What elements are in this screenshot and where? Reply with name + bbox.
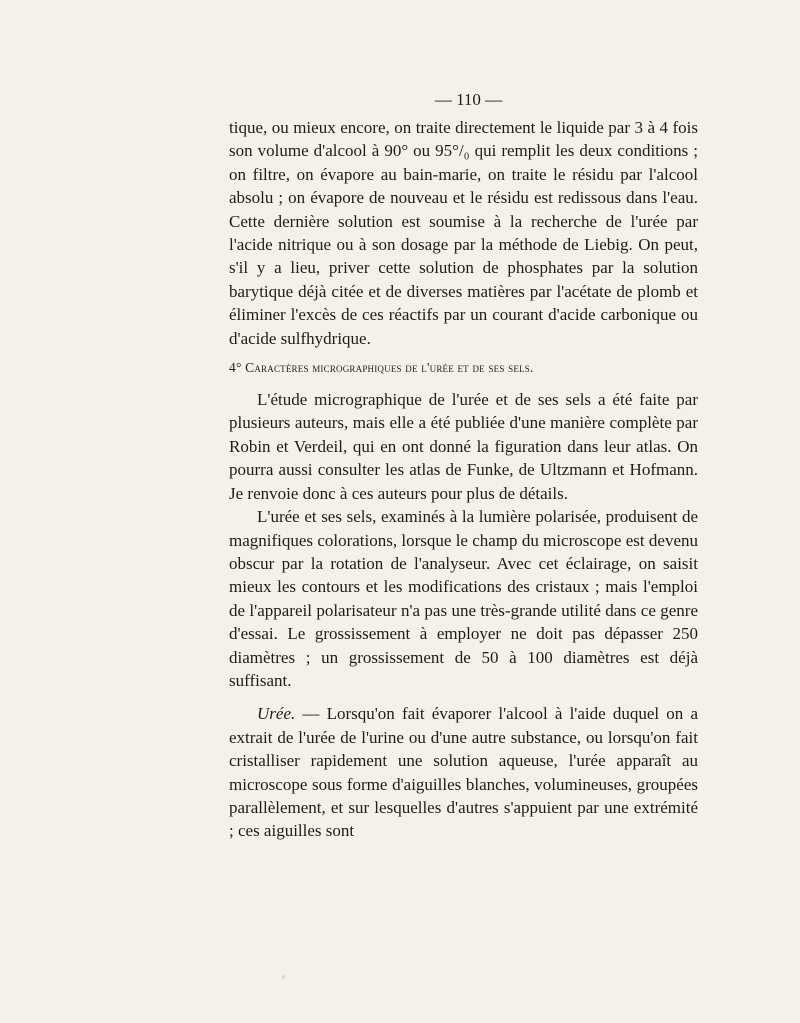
paragraph-uree — [229, 702, 698, 842]
section-title: Caractères micrographiques de l'urée et de ses sels. — [245, 360, 534, 376]
paragraph-polarized-light: L'urée et ses sels, examinés à la lumière polarisée, produisent de magnifiques colorations, lorsque le champ du microscope est devenu obscur par la rotation de l'analyseur. Avec cet éclairage, on saisit mieux les contours et les modifications des cristaux ; mais l'emploi de l'appareil polarisateur n'a pas une très-grande utilité dans ce genre d'essai. Le grossissement à employer ne doit pas dépasser 250 diamètres ; un grossissement de 50 à 100 diamètres est déjà suffisant. — [229, 507, 698, 690]
paragraph-continuation: tique, ou mieux encore, on traite directement le liquide par 3 à 4 fois son volume d'alcool à 90° ou 95°/₀ qui remplit les deux conditions ; on filtre, on évapore au bain-marie, on traite le résidu par l'alcool absolu ; on évapore de nouveau et le résidu est redissous dans l'eau. Cette dernière solution est soumise à la recherche de l'urée par l'acide nitrique ou à son dosage par la méthode de Liebig. On peut, s'il y a lieu, priver cette solution de phosphates par la solution barytique déjà citée et de diverses matières par l'acétate de plomb et éliminer l'excès de ces réactifs par un courant d'acide carbonique ou d'acide sulfhydrique. — [229, 118, 698, 348]
page-number: — 110 — — [434, 90, 503, 109]
paragraph-gap — [229, 692, 698, 702]
paper-blemish — [282, 975, 285, 979]
document-page — [229, 90, 698, 843]
paragraph-micrographic-study: L'étude micrographique de l'urée et de ses sels a été faite par plusieurs auteurs, mais elle a été publiée d'une manière complète par Robin et Verdeil, qui en ont donné la figuration dans leur atlas. On pourra aussi consulter les atlas de Funke, de Ultzmann et Hofmann. Je renvoie donc à ces auteurs pour plus de détails. — [229, 390, 698, 503]
paragraph-uree-lead: Urée. — [257, 704, 296, 724]
section-heading — [229, 358, 698, 378]
section-number: 4° — [229, 360, 242, 376]
paragraph-uree-body: — Lorsqu'on fait évaporer l'alcool à l'aide duquel on a extrait de l'urée de l'urine ou d'une autre substance, ou lorsqu'on fait cristalliser rapidement une solution aqueuse, l'urée apparaît au microscope sous forme d'aiguilles blanches, volumineuses, groupées parallèlement, et sur lesquelles d'autres s'appuient par une extrémité ; ces aiguilles sont — [229, 704, 698, 841]
